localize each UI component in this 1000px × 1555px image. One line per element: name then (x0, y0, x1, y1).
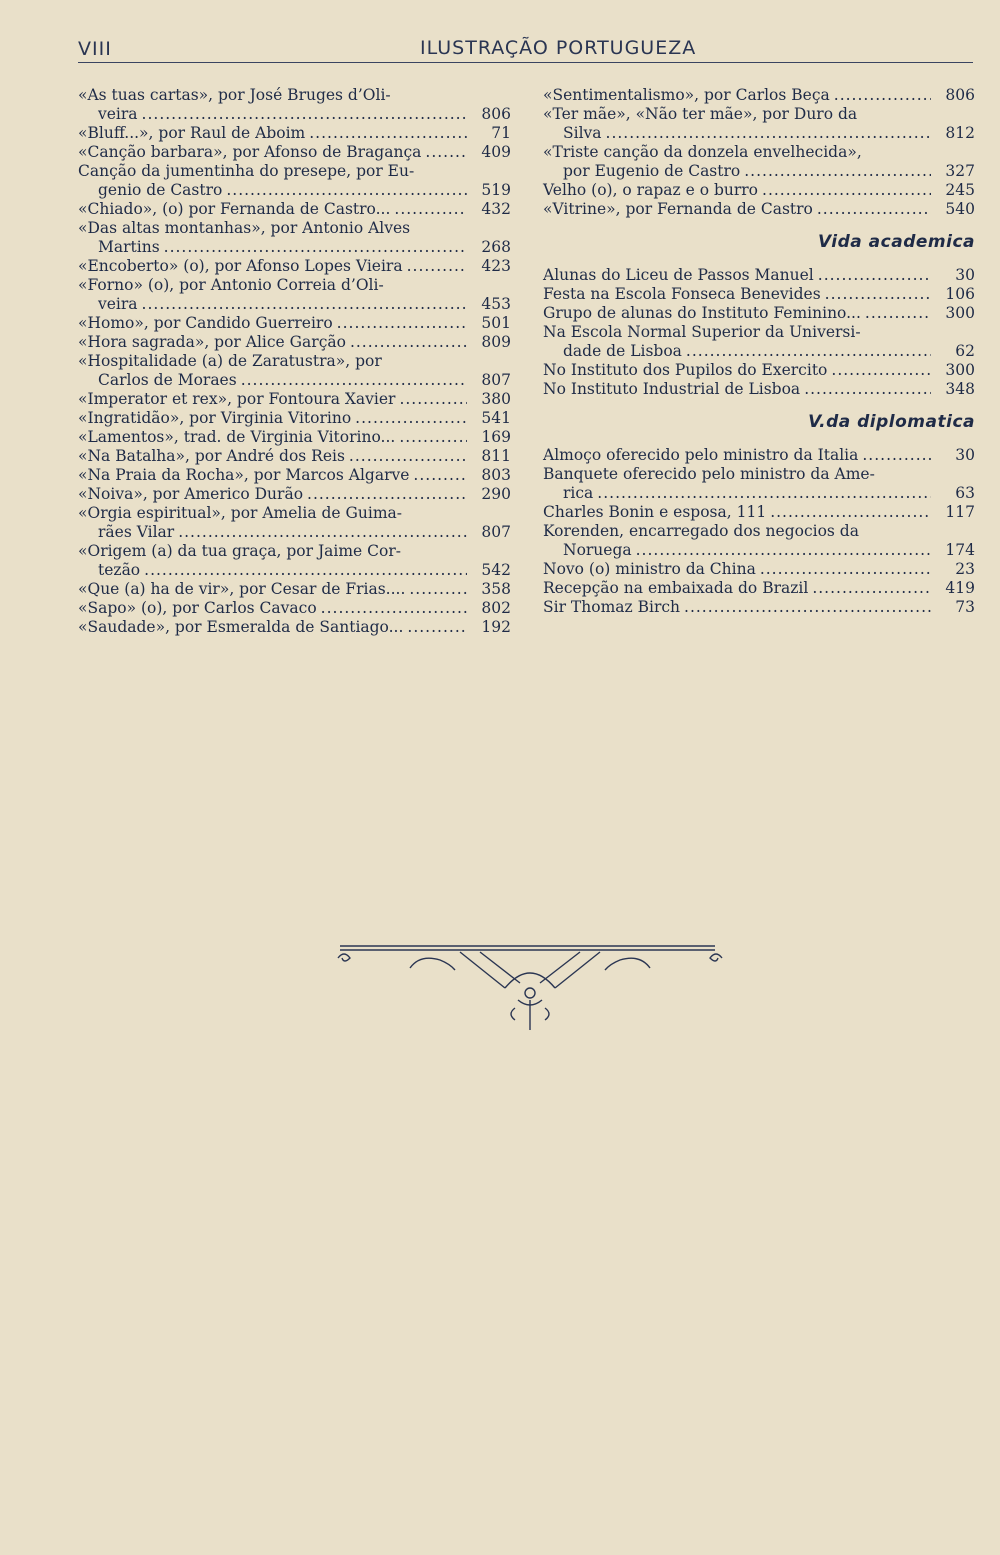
index-entry (78, 314, 511, 333)
entry-line (78, 257, 511, 276)
index-entry (78, 352, 511, 390)
dot-leader (597, 484, 931, 503)
entry-title: Banquete oferecido pelo ministro da Ame- (543, 465, 875, 483)
entry-line (78, 466, 511, 485)
entry-page-number: 106 (945, 285, 975, 303)
entry-page-number: 73 (955, 598, 975, 616)
entry-page-number: 542 (481, 561, 511, 579)
entry-title: por Eugenio de Castro (563, 162, 741, 180)
entry-line (543, 323, 975, 342)
dot-leader (865, 304, 931, 323)
dot-leader (862, 446, 931, 465)
entry-page-number: 409 (481, 143, 511, 161)
entry-title: «Origem (a) da tua graça, por Jaime Cor- (78, 542, 401, 560)
entry-line (543, 342, 975, 361)
dot-leader (241, 371, 467, 390)
index-entry (78, 162, 511, 200)
entry-line (78, 523, 511, 542)
entry-title: «Imperator et rex», por Fontoura Xavier (78, 390, 396, 408)
entry-line (543, 200, 975, 219)
decorative-tailpiece-icon (330, 938, 730, 1038)
entry-title: No Instituto dos Pupilos do Exercito (543, 361, 828, 379)
index-entry (78, 447, 511, 466)
entry-page-number: 245 (945, 181, 975, 199)
entry-title: «Chiado», (o) por Fernanda de Castro... (78, 200, 391, 218)
entry-line (543, 361, 975, 380)
entry-line (78, 143, 511, 162)
entry-page-number: 174 (945, 541, 975, 559)
index-entry (543, 503, 975, 522)
entry-title: «Forno» (o), por Antonio Correia d’Oli- (78, 276, 384, 294)
index-entry (78, 200, 511, 219)
entry-page-number: 268 (481, 238, 511, 256)
entry-line (78, 181, 511, 200)
diplomatic-entries (543, 446, 975, 617)
running-title: ILUSTRAÇÃO PORTUGUEZA (420, 37, 697, 59)
left-column (78, 86, 511, 637)
index-entry (78, 580, 511, 599)
index-entry (543, 285, 975, 304)
entry-line (543, 446, 975, 465)
index-entry (543, 266, 975, 285)
entry-line (543, 579, 975, 598)
entry-title: Novo (o) ministro da China (543, 560, 756, 578)
entry-page-number: 380 (481, 390, 511, 408)
entry-page-number: 806 (481, 105, 511, 123)
index-entry (78, 485, 511, 504)
index-entry (543, 598, 975, 617)
entry-line (78, 485, 511, 504)
entry-title: «Ingratidão», por Virginia Vitorino (78, 409, 352, 427)
index-entry (78, 466, 511, 485)
dot-leader (413, 466, 467, 485)
index-entry (543, 323, 975, 361)
entry-title: «Hospitalidade (a) de Zaratustra», por (78, 352, 382, 370)
entry-page-number: 419 (945, 579, 975, 597)
dot-leader (684, 598, 931, 617)
section-heading-vida-diplomatica: V.da diplomatica (808, 412, 975, 432)
index-entry (78, 86, 511, 124)
index-entry (78, 428, 511, 447)
entry-line (78, 276, 511, 295)
entry-title: «Noiva», por Americo Durão (78, 485, 304, 503)
entry-title: «Hora sagrada», por Alice Garção (78, 333, 346, 351)
dot-leader (825, 285, 931, 304)
dot-leader (394, 200, 467, 219)
index-entry (543, 522, 975, 560)
entry-page-number: 327 (945, 162, 975, 180)
entry-line (78, 200, 511, 219)
entry-title: «Das altas montanhas», por Antonio Alves (78, 219, 411, 237)
header-rule (78, 62, 973, 63)
entry-title: «As tuas cartas», por José Bruges d’Oli- (78, 86, 391, 104)
entry-title: Carlos de Moraes (98, 371, 237, 389)
index-entry (543, 143, 975, 181)
dot-leader (309, 124, 467, 143)
entry-title: «Na Praia da Rocha», por Marcos Algarve (78, 466, 410, 484)
dot-leader (762, 181, 931, 200)
entry-page-number: 807 (481, 523, 511, 541)
entry-title: Grupo de alunas do Instituto Feminino... (543, 304, 861, 322)
entry-title: «Lamentos», trad. de Virginia Vitorino... (78, 428, 396, 446)
dot-leader (142, 105, 467, 124)
entry-line (543, 124, 975, 143)
index-entry (543, 86, 975, 105)
entry-page-number: 423 (481, 257, 511, 275)
entry-title: Korenden, encarregado dos negocios da (543, 522, 859, 540)
dot-leader (834, 86, 931, 105)
entry-title: veira (98, 105, 138, 123)
entry-title: «Encoberto» (o), por Afonso Lopes Vieira (78, 257, 403, 275)
entry-page-number: 300 (945, 304, 975, 322)
entry-title: dade de Lisboa (563, 342, 682, 360)
entry-line (78, 333, 511, 352)
entry-line (78, 295, 511, 314)
dot-leader (226, 181, 467, 200)
entry-title: Festa na Escola Fonseca Benevides (543, 285, 821, 303)
entry-page-number: 807 (481, 371, 511, 389)
dot-leader (407, 257, 467, 276)
dot-leader (337, 314, 467, 333)
entry-title: genio de Castro (98, 181, 223, 199)
entry-line (78, 561, 511, 580)
dot-leader (355, 409, 467, 428)
entry-page-number: 812 (945, 124, 975, 142)
entry-page-number: 803 (481, 466, 511, 484)
entry-line (543, 560, 975, 579)
entry-page-number: 501 (481, 314, 511, 332)
entry-title: «Triste canção da donzela envelhecida», (543, 143, 862, 161)
entry-page-number: 62 (955, 342, 975, 360)
entry-line (78, 371, 511, 390)
dot-leader (350, 333, 467, 352)
section-heading-vida-academica: Vida academica (817, 232, 975, 252)
entry-line (543, 503, 975, 522)
index-entry (543, 181, 975, 200)
entry-page-number: 809 (481, 333, 511, 351)
entry-page-number: 540 (945, 200, 975, 218)
entry-line (78, 580, 511, 599)
dot-leader (770, 503, 931, 522)
index-entry (78, 599, 511, 618)
dot-leader (307, 485, 467, 504)
entry-title: Sir Thomaz Birch (543, 598, 681, 616)
index-entry (78, 143, 511, 162)
entry-line (78, 124, 511, 143)
entry-line (78, 542, 511, 561)
entry-title: «Canção barbara», por Afonso de Bragança (78, 143, 422, 161)
entry-page-number: 63 (955, 484, 975, 502)
entry-line (543, 465, 975, 484)
entry-page-number: 811 (481, 447, 511, 465)
index-entry (78, 618, 511, 637)
entry-page-number: 192 (481, 618, 511, 636)
entry-page-number: 453 (481, 295, 511, 313)
dot-leader (818, 266, 931, 285)
entry-line (78, 390, 511, 409)
entry-line (78, 105, 511, 124)
index-entry (78, 409, 511, 428)
academic-entries (543, 266, 975, 399)
dot-leader (349, 447, 467, 466)
index-entry (543, 465, 975, 503)
entry-page-number: 117 (945, 503, 975, 521)
entry-title: «Orgia espiritual», por Amelia de Guima- (78, 504, 403, 522)
entry-line (78, 447, 511, 466)
dot-leader (686, 342, 931, 361)
entry-page-number: 300 (945, 361, 975, 379)
entry-line (78, 162, 511, 181)
index-entry (78, 219, 511, 257)
index-entry (543, 446, 975, 465)
index-entry (78, 390, 511, 409)
entry-page-number: 30 (955, 266, 975, 284)
entry-title: Martins (98, 238, 160, 256)
entry-line (543, 143, 975, 162)
entry-title: tezão (98, 561, 141, 579)
entry-page-number: 432 (481, 200, 511, 218)
entry-title: Silva (563, 124, 602, 142)
entry-title: Canção da jumentinha do presepe, por Eu- (78, 162, 415, 180)
index-entry (543, 560, 975, 579)
entry-line (78, 618, 511, 637)
index-entry (543, 304, 975, 323)
dot-leader (407, 618, 467, 637)
entry-line (78, 219, 511, 238)
dot-leader (321, 599, 467, 618)
dot-leader (831, 361, 931, 380)
dot-leader (178, 523, 467, 542)
index-entry (543, 361, 975, 380)
index-entry (543, 105, 975, 143)
entry-page-number: 169 (481, 428, 511, 446)
entry-line (543, 162, 975, 181)
page-number: VIII (78, 38, 112, 60)
entry-title: Alunas do Liceu de Passos Manuel (543, 266, 814, 284)
dot-leader (744, 162, 931, 181)
entry-title: Charles Bonin e esposa, 111 (543, 503, 767, 521)
entry-title: Velho (o), o rapaz e o burro (543, 181, 759, 199)
entry-title: «Sapo» (o), por Carlos Cavaco (78, 599, 317, 617)
entry-line (543, 380, 975, 399)
entry-title: Noruega (563, 541, 632, 559)
entry-line (543, 285, 975, 304)
entry-line (78, 504, 511, 523)
dot-leader (804, 380, 931, 399)
entry-title: No Instituto Industrial de Lisboa (543, 380, 801, 398)
entry-line (543, 181, 975, 200)
index-entry (543, 380, 975, 399)
entry-title: «Homo», por Candido Guerreiro (78, 314, 333, 332)
entry-title: veira (98, 295, 138, 313)
entry-page-number: 541 (481, 409, 511, 427)
entry-line (78, 599, 511, 618)
entry-line (78, 86, 511, 105)
entry-page-number: 348 (945, 380, 975, 398)
dot-leader (606, 124, 931, 143)
entry-line (543, 105, 975, 124)
entry-line (543, 484, 975, 503)
entry-line (543, 266, 975, 285)
entry-page-number: 71 (491, 124, 511, 142)
entry-title: rica (563, 484, 594, 502)
entry-page-number: 358 (481, 580, 511, 598)
dot-leader (399, 390, 467, 409)
entry-line (543, 86, 975, 105)
index-entry (78, 124, 511, 143)
entry-page-number: 290 (481, 485, 511, 503)
entry-title: «Vitrine», por Fernanda de Castro (543, 200, 813, 218)
entry-title: «Ter mãe», «Não ter mãe», por Duro da (543, 105, 858, 123)
entry-line (78, 238, 511, 257)
dot-leader (425, 143, 467, 162)
index-entry (78, 276, 511, 314)
dot-leader (399, 428, 467, 447)
dot-leader (817, 200, 931, 219)
entry-page-number: 23 (955, 560, 975, 578)
entry-title: Almoço oferecido pelo ministro da Italia (543, 446, 859, 464)
entry-line (543, 522, 975, 541)
entry-title: rães Vilar (98, 523, 175, 541)
dot-leader (142, 295, 467, 314)
entry-page-number: 30 (955, 446, 975, 464)
entry-line (543, 598, 975, 617)
right-entries (543, 86, 975, 219)
index-entry (78, 542, 511, 580)
dot-leader (144, 561, 467, 580)
entry-line (78, 352, 511, 371)
entry-title: «Bluff...», por Raul de Aboim (78, 124, 306, 142)
entry-page-number: 806 (945, 86, 975, 104)
index-entry (78, 257, 511, 276)
dot-leader (409, 580, 467, 599)
entry-line (78, 314, 511, 333)
index-entry (543, 200, 975, 219)
entry-title: «Saudade», por Esmeralda de Santiago... (78, 618, 404, 636)
index-entry (78, 333, 511, 352)
entry-title: «Sentimentalismo», por Carlos Beça (543, 86, 830, 104)
right-column (543, 86, 975, 617)
dot-leader (636, 541, 931, 560)
dot-leader (164, 238, 467, 257)
dot-leader (760, 560, 931, 579)
index-entry (543, 579, 975, 598)
index-entry (78, 504, 511, 542)
entry-line (78, 428, 511, 447)
entry-title: Na Escola Normal Superior da Universi- (543, 323, 861, 341)
dot-leader (812, 579, 931, 598)
entry-title: Recepção na embaixada do Brazil (543, 579, 809, 597)
entry-line (543, 541, 975, 560)
entry-title: «Que (a) ha de vir», por Cesar de Frias.... (78, 580, 406, 598)
entry-title: «Na Batalha», por André dos Reis (78, 447, 345, 465)
entry-line (78, 409, 511, 428)
entry-page-number: 802 (481, 599, 511, 617)
entry-page-number: 519 (481, 181, 511, 199)
entry-line (543, 304, 975, 323)
